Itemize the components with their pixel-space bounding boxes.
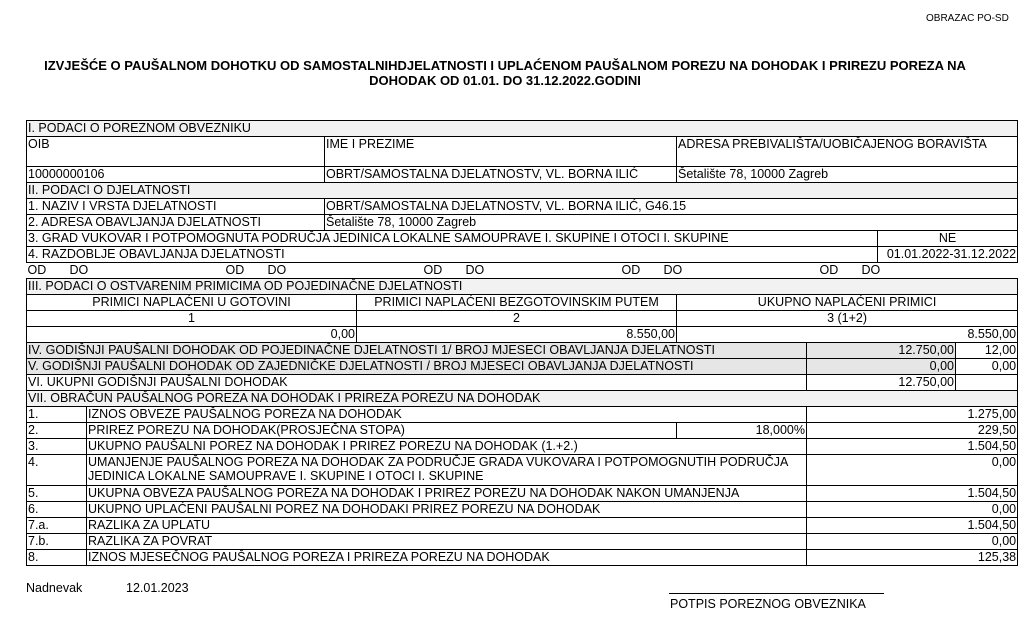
calc-row-7a-value: 1.504,50 — [807, 518, 1018, 534]
calc-row-6 — [27, 502, 1018, 518]
calc-row-4-label: UMANJENJE PAUŠALNOG POREZA NA DOHODAK ZA PODRUČJE GRADA VUKOVARA I POTPOMOGNUTIH PODRUČJA JEDINICA LOKALNE SAMOUPRAVE I. SKUPINE I OTOCI I. SKUPINE — [87, 455, 807, 486]
calc-row-6-value: 0,00 — [807, 502, 1018, 518]
od-5: OD — [819, 263, 839, 277]
receipts-header-row — [27, 295, 1018, 311]
calc-row-4 — [27, 455, 1018, 486]
calc-row-8-label: IZNOS MJESEČNOG PAUŠALNOG POREZA I PRIREZA POREZU NA DOHODAK — [87, 550, 807, 566]
od-4: OD — [621, 263, 641, 277]
taxpayer-values-row — [27, 167, 1018, 183]
period-value: 01.01.2022-31.12.2022 — [878, 247, 1018, 263]
section-6-row — [27, 375, 1018, 391]
section-5-label: V. GODIŠNJI PAUŠALNI DOHODAK OD ZAJEDNIČKE DJELATNOSTI / BROJ MJESECI OBAVLJANJA DJELATNOSTI — [27, 359, 807, 375]
od-3: OD — [423, 263, 443, 277]
calc-row-6-number: 6. — [27, 502, 87, 518]
calc-row-5 — [27, 486, 1018, 502]
form-code: OBRAZAC PO-SD — [926, 13, 1009, 24]
section-4-row — [27, 343, 1018, 359]
oib-value: 10000000106 — [27, 167, 325, 183]
activity-value: OBRT/SAMOSTALNA DJELATNOSTV, VL. BORNA ILIĆ, G46.15 — [325, 199, 1018, 215]
calc-row-6-label: UKUPNO UPLAĆENI PAUŠALNI POREZ NA DOHODAKI PRIREZ POREZU NA DOHODAK — [87, 502, 807, 518]
cash-receipts-header: PRIMICI NAPLAĆENI U GOTOVINI — [27, 295, 357, 311]
section-2-heading-row — [27, 183, 1018, 199]
section-3-heading-row — [27, 279, 1018, 295]
calc-row-3-value: 1.504,50 — [807, 439, 1018, 455]
section-4-months: 12,00 — [956, 343, 1018, 359]
calc-row-8-value: 125,38 — [807, 550, 1018, 566]
vukovar-value: NE — [878, 231, 1018, 247]
calc-row-7a-label: RAZLIKA ZA UPLATU — [87, 518, 807, 534]
address-value: Šetalište 78, 10000 Zagreb — [677, 167, 1018, 183]
calc-row-3 — [27, 439, 1018, 455]
document-title — [20, 58, 990, 88]
total-receipts-number: 3 (1+2) — [677, 311, 1018, 327]
section-5-row — [27, 359, 1018, 375]
section-7-heading: VII. OBRAČUN PAUŠALNOG POREZA NA DOHODAK I PRIREZA POREZU NA DOHODAK — [27, 391, 1018, 407]
calc-row-8-number: 8. — [27, 550, 87, 566]
calc-row-7a — [27, 518, 1018, 534]
calc-row-8 — [27, 550, 1018, 566]
address-label: ADRESA PREBIVALIŠTA/UOBIČAJENOG BORAVIŠTA — [677, 137, 1018, 167]
section-1-heading: I. PODACI O POREZNOM OBVEZNIKU — [27, 121, 1018, 137]
section-5-income: 0,00 — [807, 359, 956, 375]
vukovar-label: 3. GRAD VUKOVAR I POTPOMOGNUTA PODRUČJA JEDINICA LOKALNE SAMOUPRAVE I. SKUPINE I OTOCI I. SKUPINE — [27, 231, 878, 247]
do-4: DO — [663, 263, 683, 277]
place-label: 2. ADRESA OBAVLJANJA DJELATNOSTI — [27, 215, 325, 231]
taxpayer-labels-row — [27, 137, 1018, 167]
signature-line — [669, 593, 884, 594]
calc-row-1 — [27, 407, 1018, 423]
calc-row-5-value: 1.504,50 — [807, 486, 1018, 502]
noncash-receipts-header: PRIMICI NAPLAĆENI BEZGOTOVINSKIM PUTEM — [357, 295, 677, 311]
calc-row-7b-label: RAZLIKA ZA POVRAT — [87, 534, 807, 550]
calc-row-4-number: 4. — [27, 455, 87, 486]
calc-row-2-rate: 18,000% — [677, 423, 807, 439]
signature-label: POTPIS POREZNOG OBVEZNIKA — [670, 597, 866, 611]
do-1: DO — [69, 263, 89, 277]
section-4-income: 12.750,00 — [807, 343, 956, 359]
oib-label: OIB — [27, 137, 325, 167]
place-value: Šetalište 78, 10000 Zagreb — [325, 215, 1018, 231]
od-2: OD — [225, 263, 245, 277]
name-label: IME I PREZIME — [325, 137, 677, 167]
section-6-empty — [956, 375, 1018, 391]
do-5: DO — [861, 263, 881, 277]
noncash-receipts-value: 8.550,00 — [357, 327, 677, 343]
period-label: 4. RAZDOBLJE OBAVLJANJA DJELATNOSTI — [27, 247, 878, 263]
total-receipts-header: UKUPNO NAPLAĆENI PRIMICI — [677, 295, 1018, 311]
noncash-receipts-number: 2 — [357, 311, 677, 327]
cash-receipts-value: 0,00 — [27, 327, 357, 343]
do-2: DO — [267, 263, 287, 277]
od-1: OD — [27, 263, 47, 277]
title-line-2: DOHODAK OD 01.01. DO 31.12.2022.GODINI — [369, 73, 641, 88]
calc-row-3-number: 3. — [27, 439, 87, 455]
cash-receipts-number: 1 — [27, 311, 357, 327]
date-value: 12.01.2023 — [126, 581, 189, 595]
receipts-numbers-row — [27, 311, 1018, 327]
od-do-row — [27, 263, 1018, 279]
total-receipts-value: 8.550,00 — [677, 327, 1018, 343]
calc-row-2-number: 2. — [27, 423, 87, 439]
form-table — [26, 120, 1018, 566]
section-7-heading-row — [27, 391, 1018, 407]
date-label: Nadnevak — [26, 581, 83, 595]
calc-row-7b — [27, 534, 1018, 550]
calc-row-2-label: PRIREZ POREZU NA DOHODAK(PROSJEČNA STOPA) — [87, 423, 677, 439]
receipts-values-row — [27, 327, 1018, 343]
do-3: DO — [465, 263, 485, 277]
section-5-months: 0,00 — [956, 359, 1018, 375]
title-line-1: IZVJEŠĆE O PAUŠALNOM DOHOTKU OD SAMOSTALNIHDJELATNOSTI I UPLAĆENOM PAUŠALNOM POREZU NA DOHODAK I PRIREZU POREZA NA — [44, 58, 966, 73]
calc-row-1-label: IZNOS OBVEZE PAUŠALNOG POREZA NA DOHODAK — [87, 407, 807, 423]
od-do-cell — [27, 263, 1018, 279]
section-2-heading: II. PODACI O DJELATNOSTI — [27, 183, 1018, 199]
calc-row-4-value: 0,00 — [807, 455, 1018, 486]
name-value: OBRT/SAMOSTALNA DJELATNOSTV, VL. BORNA ILIĆ — [325, 167, 677, 183]
calc-row-7a-number: 7.a. — [27, 518, 87, 534]
calc-row-5-number: 5. — [27, 486, 87, 502]
calc-row-5-label: UKUPNA OBVEZA PAUŠALNOG POREZA NA DOHODAK I PRIREZ POREZU NA DOHODAK NAKON UMANJENJA — [87, 486, 807, 502]
calc-row-1-number: 1. — [27, 407, 87, 423]
activity-row — [27, 199, 1018, 215]
place-row — [27, 215, 1018, 231]
section-6-income: 12.750,00 — [807, 375, 956, 391]
calc-row-7b-number: 7.b. — [27, 534, 87, 550]
section-3-heading: III. PODACI O OSTVARENIM PRIMICIMA OD POJEDINAČNE DJELATNOSTI — [27, 279, 1018, 295]
activity-label: 1. NAZIV I VRSTA DJELATNOSTI — [27, 199, 325, 215]
calc-row-2 — [27, 423, 1018, 439]
calc-row-1-value: 1.275,00 — [807, 407, 1018, 423]
period-row — [27, 247, 1018, 263]
section-1-heading-row — [27, 121, 1018, 137]
vukovar-row — [27, 231, 1018, 247]
calc-row-2-value: 229,50 — [807, 423, 1018, 439]
calc-row-3-label: UKUPNO PAUŠALNI POREZ NA DOHODAK I PRIREZ POREZU NA DOHODAK (1.+2.) — [87, 439, 807, 455]
section-6-label: VI. UKUPNI GODIŠNJI PAUŠALNI DOHODAK — [27, 375, 807, 391]
calc-row-7b-value: 0,00 — [807, 534, 1018, 550]
section-4-label: IV. GODIŠNJI PAUŠALNI DOHODAK OD POJEDINAČNE DJELATNOSTI 1/ BROJ MJESECI OBAVLJANJA DJELATNOSTI — [27, 343, 807, 359]
